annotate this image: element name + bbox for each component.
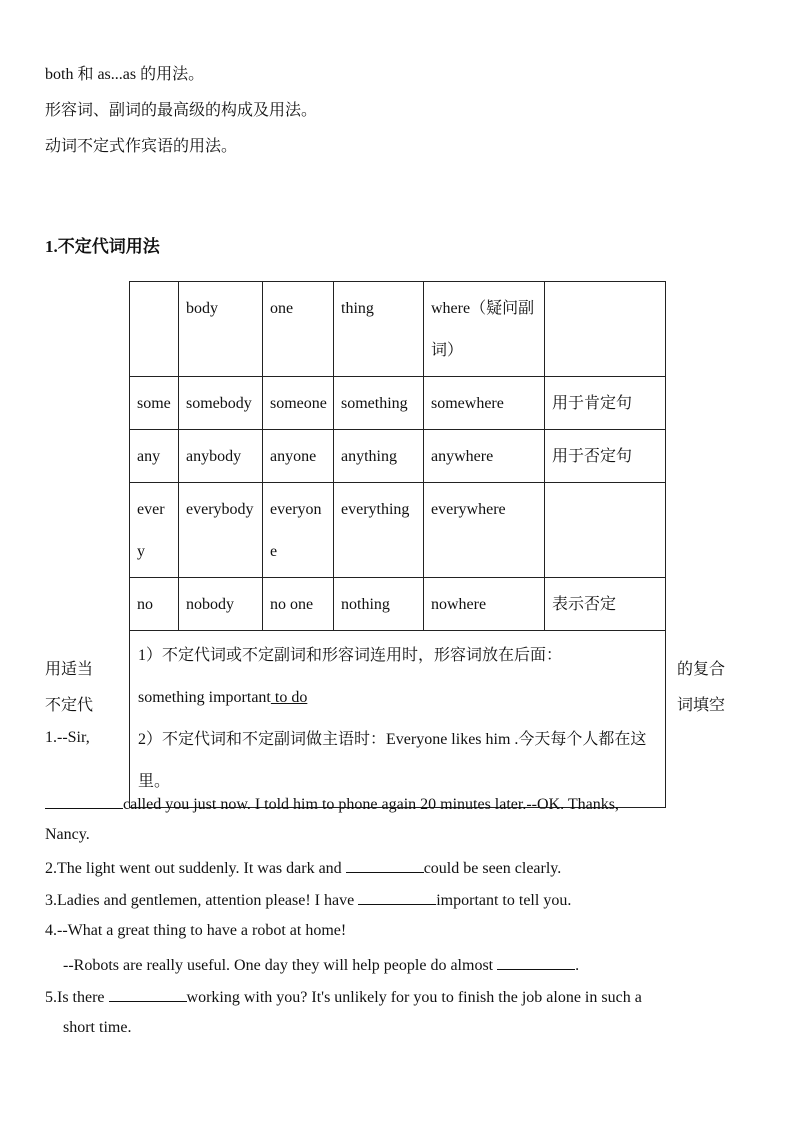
table-cell: someone <box>263 377 334 430</box>
side-text-right-1: 的复合 <box>677 661 726 678</box>
table-cell: no one <box>263 578 334 631</box>
usage-note-2: 2）不定代词和不定副词做主语时：Everyone likes him .今天每个人都在这里。 <box>138 731 647 790</box>
usage-note-cell <box>130 631 666 808</box>
table-cell: somebody <box>179 377 263 430</box>
table-note-row <box>130 631 666 808</box>
question-2-text-a: 2.The light went out suddenly. It was dark and <box>45 860 346 877</box>
indefinite-pronoun-table <box>129 281 666 808</box>
question-5-text-b: working with you? It's unlikely for you to finish the job alone in such a <box>186 989 642 1006</box>
table-cell: anyone <box>263 430 334 483</box>
table-row <box>130 578 666 631</box>
question-4-end: . <box>575 957 580 974</box>
question-4-text-b: --Robots are really useful. One day they will help people do almost <box>63 957 498 974</box>
question-3-text-a: 3.Ladies and gentlemen, attention please! I have <box>45 892 359 909</box>
question-5 <box>45 987 642 1007</box>
usage-note-1-text: 1）不定代词或不定副词和形容词连用时，形容词放在后面： <box>138 647 563 664</box>
table-cell: thing <box>334 282 424 377</box>
table-cell: 表示否定 <box>545 578 666 631</box>
table-cell: everywhere <box>424 483 545 578</box>
side-text-left-3: 1.--Sir, <box>45 729 90 746</box>
table-cell: one <box>263 282 334 377</box>
question-2-text-b: could be seen clearly. <box>423 860 562 877</box>
table-cell: something <box>334 377 424 430</box>
table-header-row <box>130 282 666 377</box>
intro-line-1: both 和 as...as 的用法。 <box>45 66 205 83</box>
table-cell: any <box>130 430 179 483</box>
table-cell: where（疑问副词） <box>424 282 545 377</box>
table-cell: anywhere <box>424 430 545 483</box>
intro-line-3: 动词不定式作宾语的用法。 <box>45 138 238 155</box>
table-cell: body <box>179 282 263 377</box>
table-cell: everybody <box>179 483 263 578</box>
question-5-text-a: 5.Is there <box>45 989 109 1006</box>
table-cell: nowhere <box>424 578 545 631</box>
usage-note-1 <box>138 635 657 719</box>
table-cell <box>545 483 666 578</box>
table-cell: no <box>130 578 179 631</box>
table-cell: nothing <box>334 578 424 631</box>
table-cell <box>545 282 666 377</box>
answer-blank <box>346 858 424 873</box>
question-3 <box>45 890 571 910</box>
table-row <box>130 430 666 483</box>
table-cell: some <box>130 377 179 430</box>
answer-blank <box>358 890 436 905</box>
question-1-continued: Nancy. <box>45 826 90 843</box>
table-cell: nobody <box>179 578 263 631</box>
table-cell: somewhere <box>424 377 545 430</box>
table-cell: 用于肯定句 <box>545 377 666 430</box>
side-text-right-2: 词填空 <box>677 697 726 714</box>
question-1 <box>45 794 619 814</box>
question-2 <box>45 858 561 878</box>
table-cell <box>130 282 179 377</box>
usage-note-1-underlined: to do <box>270 689 308 706</box>
section-heading: 1.不定代词用法 <box>45 237 160 256</box>
side-text-left-1: 用适当 <box>45 661 94 678</box>
answer-blank <box>109 987 187 1002</box>
answer-blank <box>45 794 123 809</box>
side-text-left-2: 不定代 <box>45 697 94 714</box>
question-3-text-b: important to tell you. <box>436 892 572 909</box>
question-1-text: called you just now. I told him to phone again 20 minutes later.--OK. Thanks, <box>123 796 619 813</box>
table-cell: anybody <box>179 430 263 483</box>
question-5-continued: short time. <box>63 1019 132 1036</box>
table-cell: 用于否定句 <box>545 430 666 483</box>
table-cell: every <box>130 483 179 578</box>
usage-note-1-example: something important <box>138 689 271 706</box>
table-cell: everything <box>334 483 424 578</box>
table-row <box>130 483 666 578</box>
question-4: 4.--What a great thing to have a robot at home! <box>45 922 347 939</box>
table-row <box>130 377 666 430</box>
question-4-response <box>63 955 579 975</box>
answer-blank <box>497 955 575 970</box>
table-cell: everyone <box>263 483 334 578</box>
table-cell: anything <box>334 430 424 483</box>
intro-line-2: 形容词、副词的最高级的构成及用法。 <box>45 102 318 119</box>
